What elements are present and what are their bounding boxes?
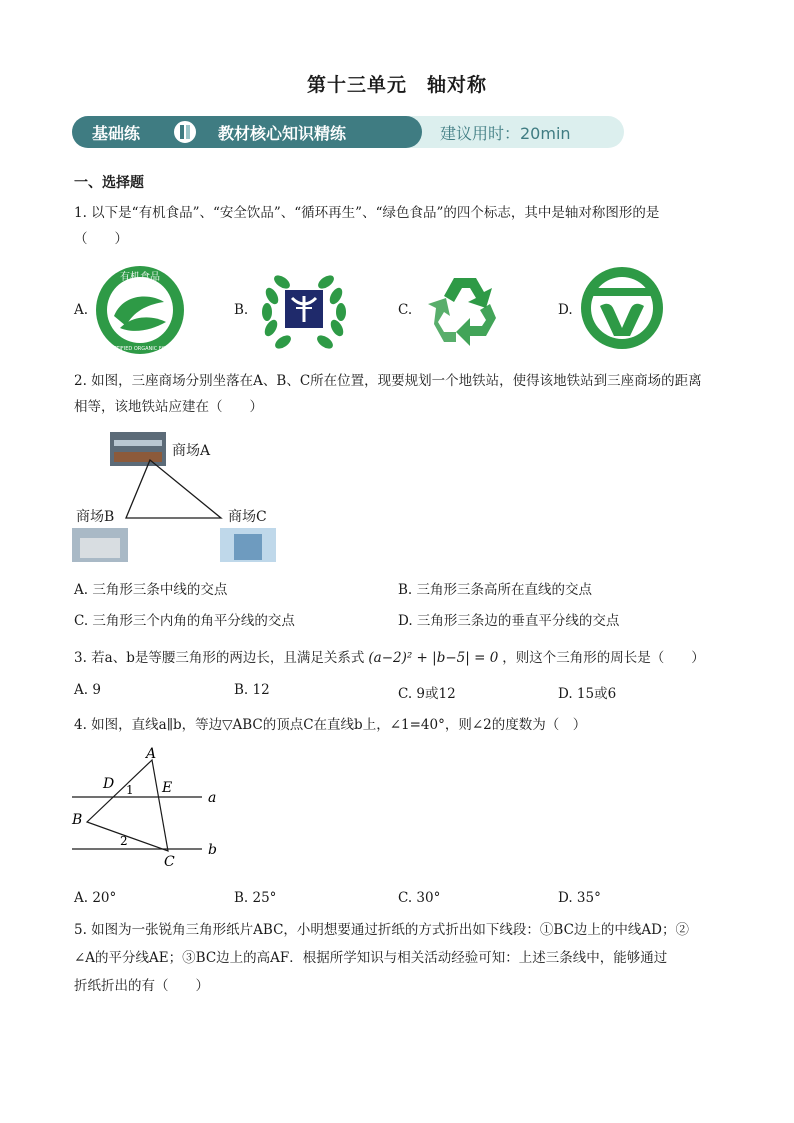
q3-text-a: 3. 若a、b是等腰三角形的两边长，且满足关系式 bbox=[74, 650, 365, 666]
banner-label-textbook: 教材核心知识精练 bbox=[218, 124, 347, 143]
label-mall-b: 商场B bbox=[76, 509, 115, 525]
q1-line2: （ ） bbox=[74, 231, 128, 247]
q3-formula: (a−2)² + |b−5| = 0 bbox=[368, 650, 499, 666]
q4-option-b: B. 25° bbox=[234, 890, 277, 906]
point-a-label: A bbox=[146, 746, 157, 762]
q3-option-a: A. 9 bbox=[74, 682, 101, 698]
question-1-text bbox=[74, 200, 726, 252]
question-2-text bbox=[74, 368, 726, 420]
q2-option-d: D. 三角形三条边的垂直平分线的交点 bbox=[398, 613, 620, 629]
banner-label-practice: 基础练 bbox=[92, 124, 141, 143]
q3-option-d: D. 15或6 bbox=[558, 686, 617, 702]
safe-drink-logo bbox=[258, 266, 350, 360]
section-heading: 一、选择题 bbox=[74, 175, 144, 191]
angle-1-label: 1 bbox=[126, 783, 134, 797]
point-d-label: D bbox=[103, 776, 115, 792]
q5-line2: ∠A的平分线AE；③BC边上的高AF．根据所学知识与相关活动经验可知：上述三条线中，能够通过 bbox=[74, 950, 668, 966]
label-mall-a: 商场A bbox=[172, 443, 211, 459]
question-5-text bbox=[74, 916, 726, 1000]
angle-2-label: 2 bbox=[120, 834, 128, 848]
q4-option-a: A. 20° bbox=[74, 890, 117, 906]
q1-option-b: B. bbox=[234, 302, 249, 318]
q4-option-c: C. 30° bbox=[398, 890, 441, 906]
q1-option-a: A. bbox=[74, 302, 89, 318]
q3-option-c: C. 9或12 bbox=[398, 686, 456, 702]
q2-option-c: C. 三角形三个内角的角平分线的交点 bbox=[74, 613, 295, 629]
q4-figure bbox=[70, 744, 230, 878]
question-4-text: 4. 如图，直线a∥b，等边▽ABC的顶点C在直线b上，∠1=40°，则∠2的度数为（ ） bbox=[74, 717, 587, 733]
line-b-label: b bbox=[208, 842, 217, 858]
pencil-icon bbox=[172, 119, 198, 145]
organic-food-logo bbox=[94, 264, 186, 360]
page-title: 第十三单元 轴对称 bbox=[306, 74, 487, 96]
question-3-text bbox=[74, 646, 734, 666]
point-e-label: E bbox=[162, 780, 173, 796]
point-c-label: C bbox=[164, 854, 175, 870]
q1-option-c: C. bbox=[398, 302, 413, 318]
q2-line1: 2. 如图，三座商场分别坐落在A、B、C所在位置，现要规划一个地铁站，使得该地铁站到三座商场的距离 bbox=[74, 373, 702, 389]
label-mall-c: 商场C bbox=[228, 509, 267, 525]
q2-figure bbox=[70, 430, 290, 570]
q2-line2: 相等，该地铁站应建在（ ） bbox=[74, 399, 263, 415]
green-food-logo bbox=[580, 266, 664, 354]
point-b-label: B bbox=[72, 812, 83, 828]
q1-line1: 1. 以下是“有机食品”、“安全饮品”、“循环再生”、“绿色食品”的四个标志，其中是轴对称图形的是 bbox=[74, 205, 660, 221]
q3-option-b: B. 12 bbox=[234, 682, 270, 698]
section-banner bbox=[72, 116, 624, 148]
q5-line1: 5. 如图为一张锐角三角形纸片ABC，小明想要通过折纸的方式折出如下线段：①BC边上的中线AD；② bbox=[74, 922, 689, 938]
q3-text-b: ，则这个三角形的周长是（ ） bbox=[502, 650, 705, 666]
q2-option-b: B. 三角形三条高所在直线的交点 bbox=[398, 582, 593, 598]
q2-option-a: A. 三角形三条中线的交点 bbox=[74, 582, 228, 598]
triangle-abc bbox=[126, 460, 221, 518]
q1-option-d: D. bbox=[558, 302, 573, 318]
q5-line3: 折纸折出的有（ ） bbox=[74, 978, 209, 994]
recycle-logo bbox=[424, 270, 506, 356]
banner-label-time: 建议用时：20min bbox=[440, 124, 571, 143]
q4-option-d: D. 35° bbox=[558, 890, 601, 906]
line-a-label: a bbox=[208, 790, 217, 806]
logo-a-text: 有机食品 bbox=[120, 272, 160, 283]
logo-a-subtext: CERTIFIED ORGANIC FOOD bbox=[106, 346, 174, 352]
